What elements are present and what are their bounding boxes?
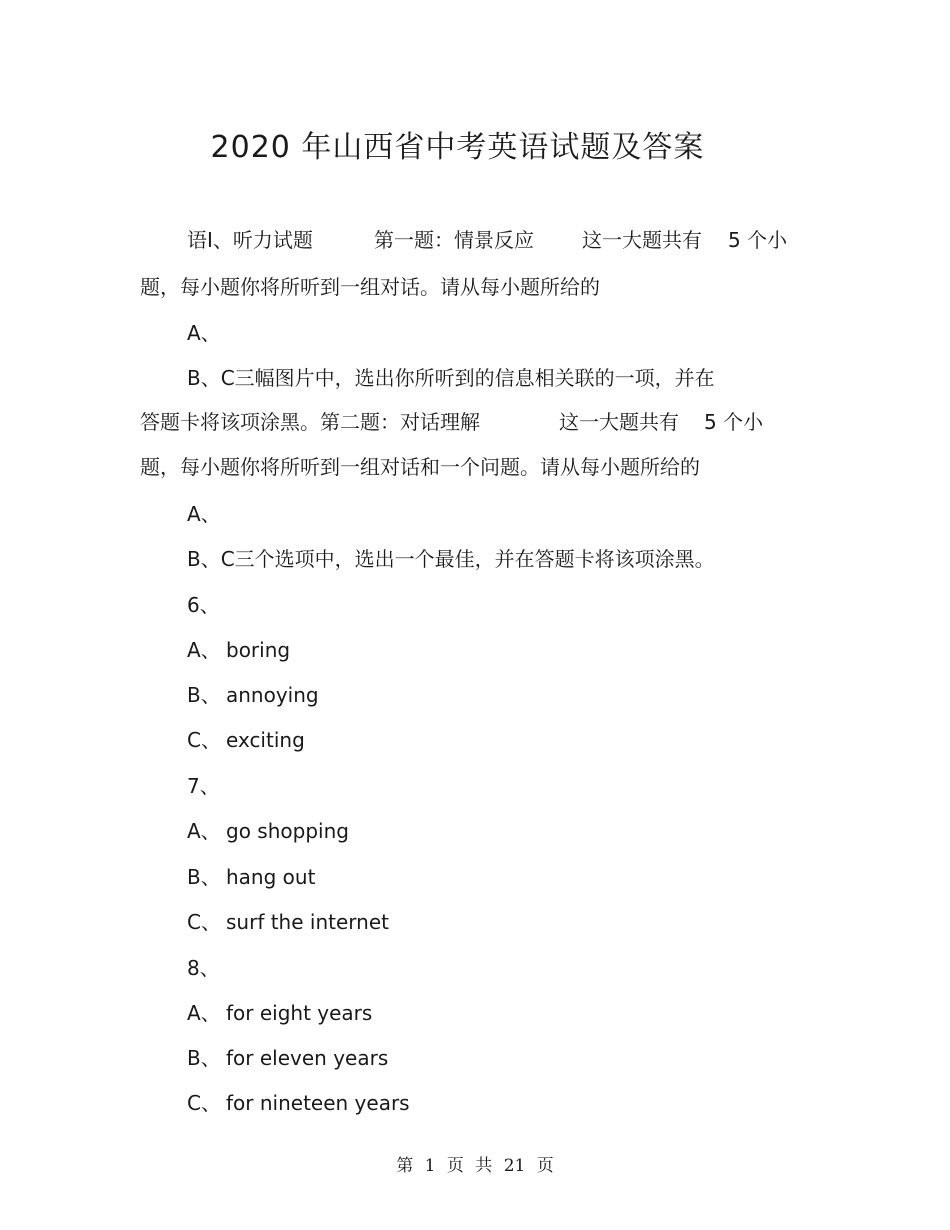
intro-section-label: 语Ⅰ、听力试题: [187, 228, 313, 252]
option-letter: A、: [187, 1001, 221, 1025]
intro-line-6: 题，每小题你将所听到一组对话和一个问题。请从每小题所给的: [140, 455, 700, 479]
intro-part-one-count: 这一大题共有: [582, 228, 702, 252]
option-letter: A、: [187, 638, 221, 662]
question-number: 6、: [187, 593, 220, 617]
option-row: [187, 681, 319, 709]
intro-part-two-label: 答题卡将该项涂黑。第二题：对话理解: [140, 410, 480, 434]
option-text: hang out: [226, 865, 316, 889]
intro-part-one-count-num: 5 个小: [728, 228, 788, 252]
question-number: 8、: [187, 956, 220, 980]
intro-line-2: 题，每小题你将所听到一组对话。请从每小题所给的: [140, 275, 600, 299]
intro-line-4: B、C三幅图片中，选出你所听到的信息相关联的一项，并在: [187, 366, 715, 390]
intro-line-3: A、: [187, 321, 221, 345]
option-row: [187, 999, 372, 1027]
intro-line-7: A、: [187, 502, 221, 526]
option-letter: B、: [187, 683, 221, 707]
option-text: annoying: [226, 683, 319, 707]
option-row: [187, 1044, 388, 1072]
option-letter: B、: [187, 1046, 221, 1070]
option-letter: A、: [187, 819, 221, 843]
question-number: 7、: [187, 774, 220, 798]
document-title: 2020 年山西省中考英语试题及答案: [210, 130, 705, 165]
intro-part-one-label: 第一题：情景反应: [374, 228, 534, 252]
option-row: [187, 636, 290, 664]
option-letter: C、: [187, 1091, 221, 1115]
intro-part-two-count: 这一大题共有: [559, 410, 679, 434]
option-letter: C、: [187, 728, 221, 752]
option-text: surf the internet: [226, 910, 389, 934]
option-text: for eight years: [226, 1001, 373, 1025]
intro-part-two-count-num: 5 个小: [704, 410, 764, 434]
option-row: [187, 1089, 410, 1117]
option-text: for nineteen years: [226, 1091, 410, 1115]
option-letter: C、: [187, 910, 221, 934]
intro-line-8: B、C三个选项中，选出一个最佳，并在答题卡将该项涂黑。: [187, 547, 715, 571]
option-row: [187, 726, 305, 754]
option-text: exciting: [226, 728, 305, 752]
option-text: boring: [226, 638, 291, 662]
option-row: [187, 817, 349, 845]
option-letter: B、: [187, 865, 221, 889]
option-row: [187, 908, 389, 936]
option-row: [187, 863, 315, 891]
option-text: go shopping: [226, 819, 349, 843]
option-text: for eleven years: [226, 1046, 389, 1070]
page-footer: 第 1 页 共 21 页: [396, 1156, 554, 1176]
